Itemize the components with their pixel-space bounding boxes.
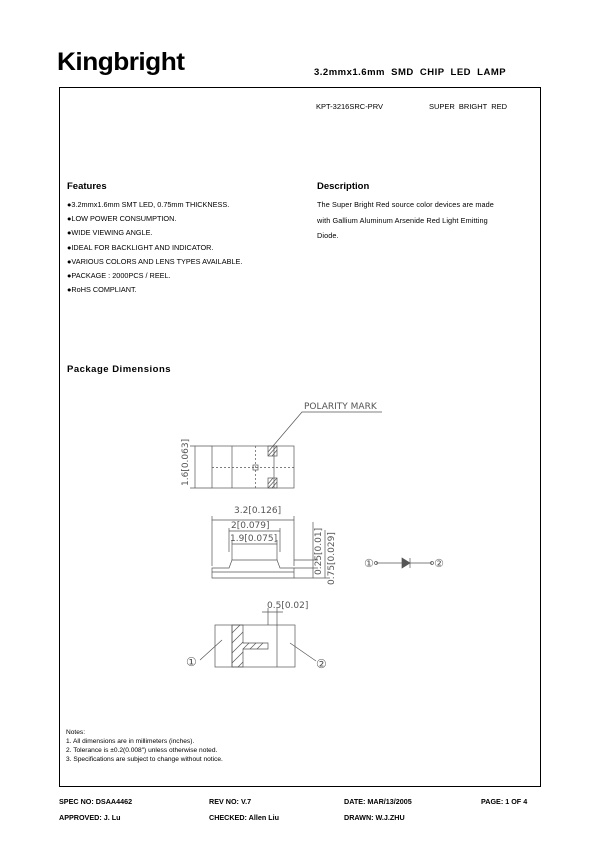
dim-pad-thickness: 0.25[0.01] <box>314 527 324 575</box>
feature-item: ●LOW POWER CONSUMPTION. <box>67 214 177 224</box>
notes-block <box>66 728 223 764</box>
dim-height: 1.6[0.063] <box>181 438 191 486</box>
feature-item: ●IDEAL FOR BACKLIGHT AND INDICATOR. <box>67 242 214 252</box>
dim-inner: 2[0.079] <box>231 521 270 531</box>
page-number: PAGE: 1 OF 4 <box>481 797 528 806</box>
note-line: 2. Tolerance is ±0.2(0.008") unless otherwise noted. <box>66 747 218 754</box>
date: DATE: MAR/13/2005 <box>344 797 412 806</box>
bottom-view-body <box>215 625 295 667</box>
checked-by: CHECKED: Allen Liu <box>209 813 280 822</box>
polarity-mark-label: POLARITY MARK <box>304 402 377 412</box>
description-heading: Description <box>317 181 370 192</box>
feature-item: ●VARIOUS COLORS AND LENS TYPES AVAILABLE. <box>67 256 243 266</box>
drawn-by: DRAWN: W.J.ZHU <box>344 813 405 822</box>
description-line: The Super Bright Red source color devices are made <box>317 200 494 209</box>
diode-anode-marker: ① <box>364 557 374 570</box>
dim-length: 3.2[0.126] <box>234 506 282 516</box>
revision-number: REV NO: V.7 <box>209 797 252 806</box>
dim-thickness: 0.75[0.029] <box>327 532 337 585</box>
spec-number: SPEC NO: DSAA4462 <box>59 797 133 806</box>
part-number: KPT-3216SRC-PRV <box>316 102 383 111</box>
dim-lens: 1.9[0.075] <box>230 534 278 544</box>
emitting-color: SUPER BRIGHT RED <box>429 102 508 111</box>
note-line: 3. Specifications are subject to change without notice. <box>66 756 223 763</box>
cathode-pad <box>232 625 268 667</box>
feature-item: ●WIDE VIEWING ANGLE. <box>67 228 153 238</box>
diode-cathode-marker: ② <box>434 557 444 570</box>
notes-heading: Notes: <box>66 729 86 736</box>
description-line: Diode. <box>317 231 339 240</box>
feature-item: ●3.2mmx1.6mm SMT LED, 0.75mm THICKNESS. <box>67 200 230 209</box>
approved-by: APPROVED: J. Lu <box>59 813 121 822</box>
pin1-marker: ① <box>186 655 197 669</box>
side-view-body <box>212 560 294 578</box>
company-logo: Kingbright <box>57 48 185 76</box>
note-line: 1. All dimensions are in millimeters (inches). <box>66 738 195 745</box>
feature-item: ●PACKAGE : 2000PCS / REEL. <box>67 271 171 281</box>
dim-pad-width: 0.5[0.02] <box>267 601 309 611</box>
feature-item: ●RoHS COMPLIANT. <box>67 285 137 295</box>
pin2-marker: ② <box>316 657 327 671</box>
description-line: with Gallium Aluminum Arsenide Red Light Emitting <box>317 215 488 225</box>
document-title: 3.2mmx1.6mm SMD CHIP LED LAMP <box>314 67 507 78</box>
package-dimensions-heading: Package Dimensions <box>67 364 172 375</box>
features-heading: Features <box>67 181 107 192</box>
